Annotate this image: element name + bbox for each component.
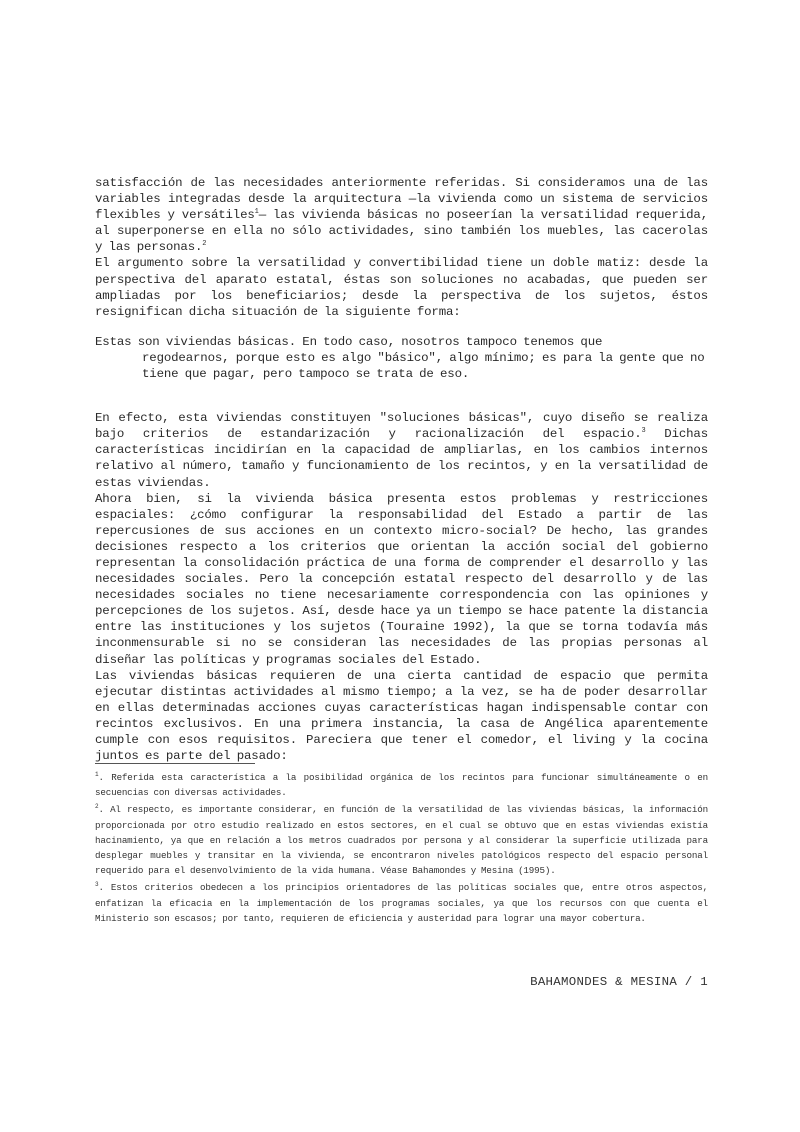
footnote-ref-2[interactable]: 2 [202, 240, 207, 249]
main-text [95, 175, 708, 764]
footnote-ref-1[interactable]: 1 [254, 208, 259, 217]
paragraph-4: Ahora bien, si la vivienda básica presenta estos problemas y restricciones espaciales: ¿cómo configurar la responsabilidad del Estado a partir de las repercusiones de sus acciones en un contexto micro-social? De hecho, las grandes decisiones respecto a los criterios que orientan la acción social del gobierno representan la consolidación práctica de una forma de comprender el desarrollo y las necesidades sociales. Pero la concepción estatal respecto del desarrollo y de las necesidades sociales no tiene necesariamente correspondencia con las opiniones y percepciones de los sujetos. Así, desde hace ya un tiempo se hace patente la distancia entre las instituciones y los sujetos (Touraine 1992), la que se torna todavía más inconmensurable si no se consideran las necesidades de las propias personas al diseñar las políticas y programas sociales del Estado. [95, 491, 708, 667]
page-footer: BAHAMONDES & MESINA / 1 [530, 975, 708, 989]
footnote-2: $^2$. Al respecto, es importante considerar, en función de la versatilidad de las viviendas básicas, la información proporcionada por otro estudio realizado en estos sectores, en el cual se obtuvo que en estas viviendas existía hacinamiento, ya que en relación a los metros cuadrados por persona y al considerar la superficie utilizada para desplegar muebles y transitar en la vivienda, se encontraron niveles patológicos respecto del espacio personal requerido para el desenvolvimiento de la vida humana. Véase Bahamondes y Mesina (1995). [95, 803, 708, 877]
footnotes [95, 770, 708, 928]
paragraph-2: El argumento sobre la versatilidad y convertibilidad tiene un doble matiz: desde la perspectiva del aparato estatal, éstas son soluciones no acabadas, que pueden ser ampliadas por los beneficiarios; desde la perspectiva de los sujetos, éstos resignifican dicha situación de la siguiente forma: [95, 256, 708, 319]
block-quote [95, 334, 708, 382]
paragraph-1: satisfacción de las necesidades anteriormente referidas. Si consideramos una de las variables integradas desde la arquitectura —la vivienda como un sistema de servicios flexibles y versátiles$^1$— las vivienda básicas no poseerían la versatilidad requerida, al superponerse en ella no sólo actividades, sino también los muebles, las cacerolas y las personas.$^2$ [95, 176, 708, 255]
footnote-ref-3[interactable]: 3 [641, 427, 646, 436]
footnote-1: $^1$. Referida esta característica a la posibilidad orgánica de los recintos para funcionar simultáneamente o en secuencias con diversas actividades. [95, 770, 708, 799]
footnote-3: $^3$. Estos criterios obedecen a los principios orientadores de las políticas sociales que, entre otros aspectos, enfatizan la eficacia en la implementación de los programas sociales, ya que los recursos con que cuenta el Ministerio son escasos; por tanto, requieren de eficiencia y austeridad para lograr una mayor cobertura. [95, 881, 708, 924]
footnote-divider [95, 763, 255, 764]
quote-first-line: Estas son viviendas básicas. En todo caso, nosotros tampoco tenemos que [95, 334, 603, 349]
paragraph-3: En efecto, esta viviendas constituyen "soluciones básicas", cuyo diseño se realiza bajo criterios de estandarización y racionalización del espacio.$^3$ Dichas características incidirían en la capacidad de ampliarlas, en los cambios internos relativo al número, tamaño y funcionamiento de los recintos, y en la versatilidad de estas viviendas. [95, 411, 709, 490]
paragraph-5: Las viviendas básicas requieren de una cierta cantidad de espacio que permita ejecutar distintas actividades al mismo tiempo; a la vez, se ha de poder desarrollar en ellas determinadas acciones cuyas características hagan indispensable contar con recintos exclusivos. En una primera instancia, la casa de Angélica aparentemente cumple con esos requisitos. Pareciera que tener el comedor, el living y la cocina juntos es parte del pasado: [95, 668, 708, 764]
quote-continuation: regodearnos, porque esto es algo "básico", algo mínimo; es para la gente que no tiene que pagar, pero tampoco se trata de eso. [142, 350, 705, 382]
